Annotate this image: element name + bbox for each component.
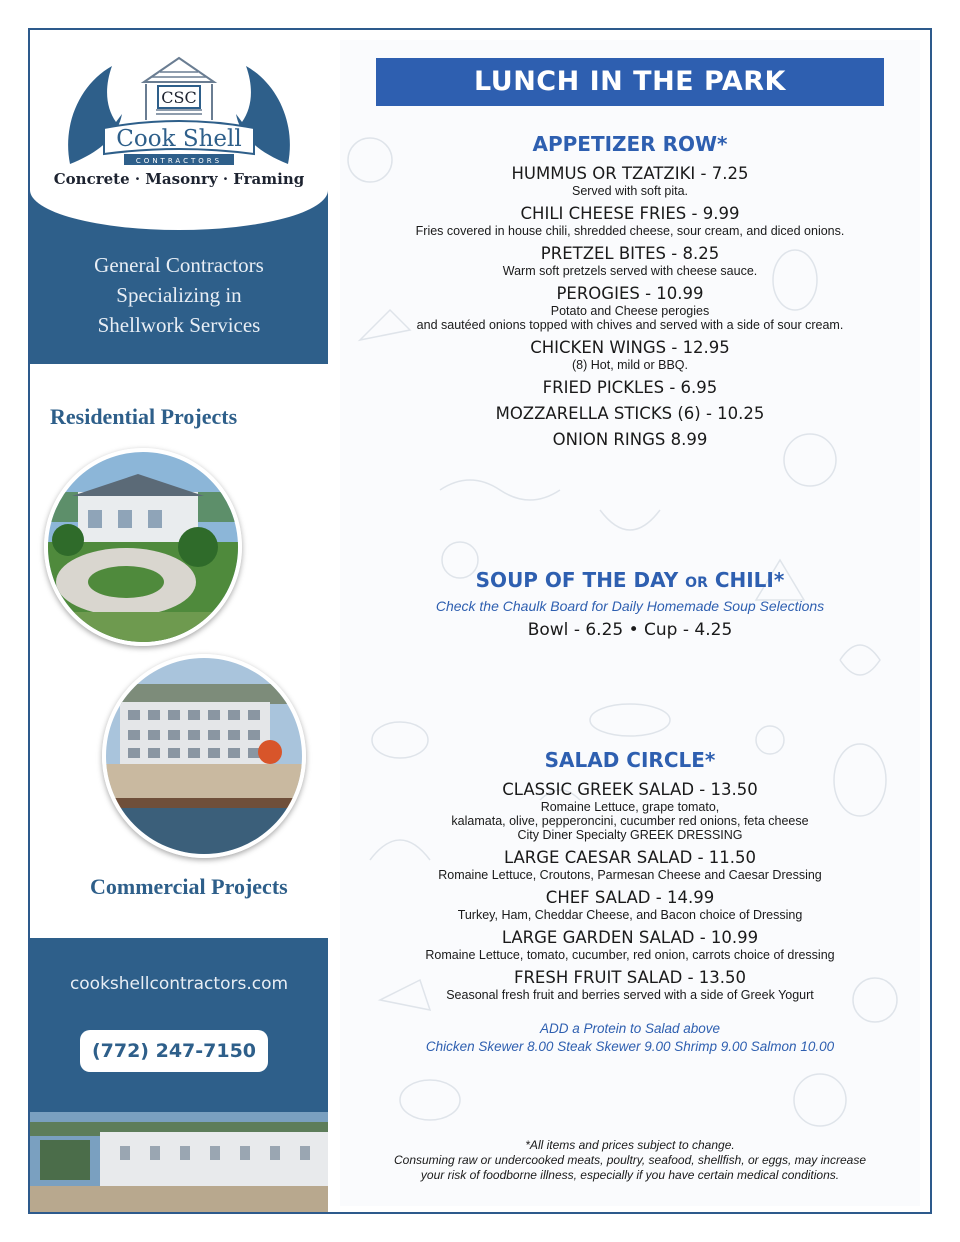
protein-addon-note: [340, 1020, 920, 1056]
menu-item-desc: Romaine Lettuce, Croutons, Parmesan Cheese and Caesar Dressing: [438, 868, 822, 882]
sidebar-ad: [30, 30, 328, 1212]
cook-shell-logo: [60, 44, 298, 170]
appetizer-list: [340, 164, 920, 450]
commercial-project-photo: [102, 654, 306, 858]
menu-item-desc: kalamata, olive, pepperoncini, cucumber red onions, feta cheese: [451, 814, 809, 828]
website-link[interactable]: cookshellcontractors.com: [69, 974, 289, 994]
menu-item-name: PEROGIES - 10.99: [556, 284, 704, 303]
soup-title-part: SOUP OF THE DAY: [475, 568, 686, 592]
general-contractors-text: [30, 250, 328, 340]
menu-item-desc: and sautéed onions topped with chives and served with a side of sour cream.: [416, 318, 844, 332]
general-line-3: Shellwork Services: [97, 313, 261, 337]
menu-item-name: CHEF SALAD - 14.99: [545, 888, 715, 907]
soup-title-or: OR: [685, 575, 708, 591]
menu-item-desc: Potato and Cheese perogies: [550, 304, 710, 318]
lunch-menu: [340, 40, 920, 1206]
menu-item-name: CHILI CHEESE FRIES - 9.99: [520, 204, 740, 223]
building-photo: [30, 1112, 328, 1212]
protein-line-2: Chicken Skewer 8.00 Steak Skewer 9.00 Shrimp 9.00 Salmon 10.00: [425, 1039, 835, 1054]
menu-item-name: CLASSIC GREEK SALAD - 13.50: [502, 780, 758, 799]
phone-number[interactable]: (772) 247-7150: [80, 1030, 268, 1072]
menu-item-name: FRIED PICKLES - 6.95: [542, 378, 718, 397]
menu-item-desc: Romaine Lettuce, tomato, cucumber, red onion, carrots choice of dressing: [425, 948, 835, 962]
footer-line-1: *All items and prices subject to change.: [525, 1138, 735, 1152]
logo-area: [30, 30, 328, 230]
menu-item-desc: Seasonal fresh fruit and berries served with a side of Greek Yogurt: [446, 988, 814, 1002]
general-line-2: Specializing in: [116, 283, 242, 307]
general-line-1: General Contractors: [94, 253, 264, 277]
commercial-projects-title: Commercial Projects: [90, 874, 288, 899]
appetizer-section-title: APPETIZER ROW*: [532, 132, 728, 156]
logo-tagline: Concrete · Masonry · Framing: [53, 170, 305, 188]
menu-item-desc: Served with soft pita.: [571, 184, 689, 198]
menu-item-name: FRESH FRUIT SALAD - 13.50: [513, 968, 747, 987]
menu-item-name: PRETZEL BITES - 8.25: [540, 244, 720, 263]
projects-panel: [30, 364, 328, 938]
menu-item-desc: Warm soft pretzels served with cheese sauce.: [502, 264, 758, 278]
salad-list: [340, 780, 920, 1002]
menu-item-name: LARGE GARDEN SALAD - 10.99: [501, 928, 759, 947]
soup-section-title: [340, 568, 920, 592]
menu-item-desc: Turkey, Ham, Cheddar Cheese, and Bacon choice of Dressing: [457, 908, 803, 922]
menu-item-name: HUMMUS OR TZATZIKI - 7.25: [511, 164, 749, 183]
menu-item-desc: City Diner Specialty GREEK DRESSING: [517, 828, 743, 842]
menu-item-name: LARGE CAESAR SALAD - 11.50: [503, 848, 757, 867]
salad-section-title: SALAD CIRCLE*: [544, 748, 716, 772]
residential-projects-title: Residential Projects: [50, 404, 238, 429]
soup-note: Check the Chaulk Board for Daily Homemade Soup Selections: [435, 598, 825, 614]
menu-item-name: CHICKEN WINGS - 12.95: [530, 338, 730, 357]
menu-item-desc: (8) Hot, mild or BBQ.: [572, 358, 688, 372]
menu-item-desc: Romaine Lettuce, grape tomato,: [540, 800, 720, 814]
soup-price: Bowl - 6.25 • Cup - 4.25: [527, 620, 733, 640]
residential-project-photo: [44, 448, 242, 646]
protein-line-1: ADD a Protein to Salad above: [539, 1021, 721, 1036]
menu-footer-disclaimer: [340, 1138, 920, 1183]
logo-name-text: Cook Shell: [116, 126, 242, 152]
logo-emblem-text: CSC: [161, 88, 197, 107]
logo-sub-text: CONTRACTORS: [135, 157, 223, 165]
footer-line-3: your risk of foodborne illness, especially if you have certain medical conditions.: [420, 1168, 840, 1182]
soup-title-part: CHILI*: [707, 568, 785, 592]
footer-line-2: Consuming raw or undercooked meats, poultry, seafood, shellfish, or eggs, may increase: [393, 1153, 866, 1167]
menu-item-desc: Fries covered in house chili, shredded cheese, sour cream, and diced onions.: [415, 224, 845, 238]
menu-item-name: ONION RINGS 8.99: [552, 430, 708, 449]
menu-banner-title: LUNCH IN THE PARK: [376, 58, 884, 106]
menu-item-name: MOZZARELLA STICKS (6) - 10.25: [495, 404, 765, 423]
